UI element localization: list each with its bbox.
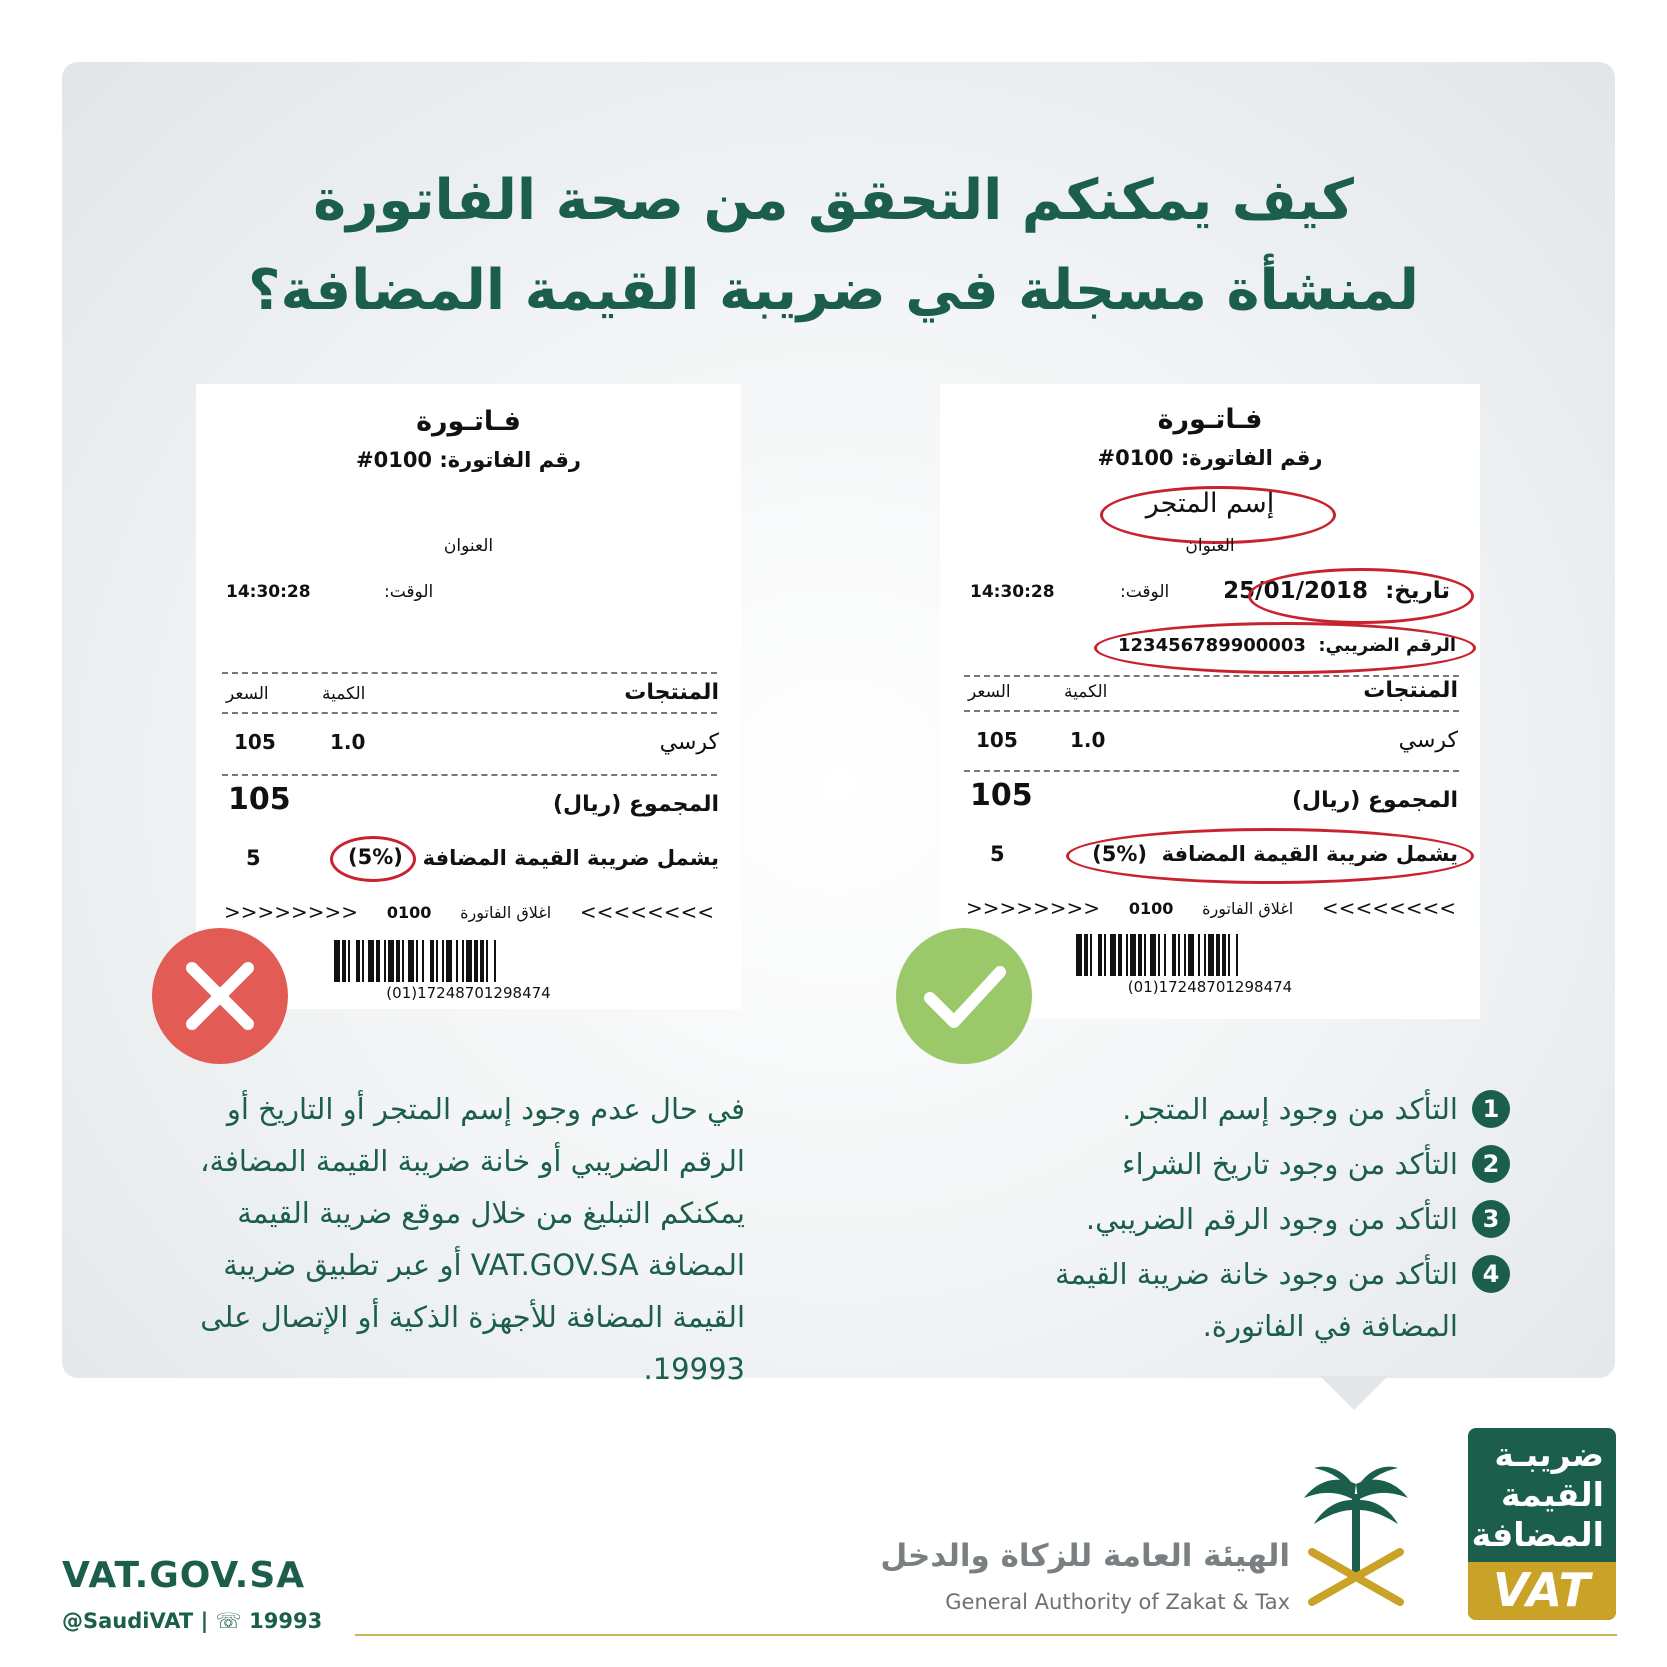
date-value: 25/01/2018 (1223, 578, 1368, 604)
step-2 (1122, 1138, 1510, 1190)
close-number: 0100 (1128, 898, 1174, 918)
barcode-bar (486, 940, 488, 982)
step-number: 3 (1472, 1200, 1510, 1238)
barcode-bar (1090, 934, 1092, 976)
col-qty: الكمية (322, 684, 366, 704)
step-number: 1 (1472, 1090, 1510, 1128)
barcode-bar (362, 940, 364, 982)
footer-divider (355, 1634, 1617, 1636)
invalid-instructions: في حال عدم وجود إسم المتجر أو التاريخ أو الرقم الضريبي أو خانة ضريبة القيمة المضافة، يمكنكم التبليغ من خلال موقع ضريبة القيمة المضافة VAT.GOV.SA أو عبر تطبيق ضريبة القيمة المضافة للأجهزة الذكية أو الإتصال على 19993. (200, 1092, 745, 1386)
col-price: السعر (226, 684, 269, 704)
barcode-bar (1236, 934, 1238, 976)
barcode-bar (456, 940, 458, 982)
total-value: 105 (228, 782, 291, 817)
headline-line-2: لمنشأة مسجلة في ضريبة القيمة المضافة؟ (248, 258, 1419, 323)
store-name: إسم المتجر (1145, 488, 1275, 519)
vat-rate: (5%) (348, 845, 403, 869)
item-name: كرسي (659, 730, 719, 755)
barcode-bar (446, 940, 452, 982)
close-text: اغلاق الفاتورة (460, 902, 552, 922)
barcode-bar (1184, 934, 1186, 976)
tax-highlight (1094, 622, 1476, 674)
barcode-bar (1222, 934, 1226, 976)
panel-pointer (1320, 1376, 1388, 1410)
total-label: المجموع (ريال) (1291, 788, 1458, 813)
barcode-bar (436, 940, 438, 982)
barcode-bar (1158, 934, 1160, 976)
separator: | (200, 1609, 209, 1633)
vat-logo-line-3: المضافة (1471, 1515, 1604, 1554)
barcode-bar (1110, 934, 1116, 976)
phone-icon: ☏ (215, 1609, 242, 1633)
barcode-bar (356, 940, 360, 982)
vat-value: 5 (990, 842, 1005, 866)
time-label: الوقت: (1120, 582, 1170, 602)
divider (964, 675, 1459, 677)
barcode-bar (474, 940, 478, 982)
invoice-number: رقم الفاتورة: 0100# (1097, 446, 1323, 470)
barcode-bar (1178, 934, 1180, 976)
barcode-bar (1198, 934, 1200, 976)
barcode-bar (1076, 934, 1082, 976)
total-label: المجموع (ريال) (552, 792, 719, 817)
tax-value: 123456789900003 (1118, 635, 1306, 656)
barcode-bar (1144, 934, 1146, 976)
date-label: تاريخ: (1385, 578, 1450, 604)
barcode-bar (1104, 934, 1106, 976)
time-label: الوقت: (384, 582, 434, 602)
barcode-bar (494, 940, 496, 982)
social-handle[interactable]: @SaudiVAT (62, 1609, 194, 1633)
step-1 (1122, 1083, 1510, 1135)
col-qty: الكمية (1064, 682, 1108, 702)
invoice-number: رقم الفاتورة: 0100# (355, 448, 581, 472)
barcode-bar (1138, 934, 1142, 976)
barcode-bar (1126, 934, 1128, 976)
divider (964, 710, 1459, 712)
vat-logo-line-2: القيمة (1500, 1475, 1604, 1514)
arrows-left: >>>>>>>> (966, 896, 1101, 920)
barcode-bar (466, 940, 472, 982)
barcode-bar (1188, 934, 1194, 976)
divider (964, 770, 1459, 772)
barcode-bar (368, 940, 374, 982)
receipt-invalid (196, 384, 741, 1009)
headline-line-1: كيف يمكنكم التحقق من صحة الفاتورة (313, 168, 1354, 233)
vat-label: يشمل ضريبة القيمة المضافة (1161, 842, 1458, 866)
barcode-bar (388, 940, 394, 982)
address-label: العنوان (1185, 536, 1235, 556)
barcode-bar (1150, 934, 1156, 976)
item-qty: 1.0 (330, 730, 366, 754)
barcode-number: (01)17248701298474 (1127, 978, 1293, 996)
address-label: العنوان (443, 536, 494, 556)
total-value: 105 (970, 778, 1033, 813)
vat-highlight (1066, 828, 1474, 884)
step-text: التأكد من وجود تاريخ الشراء (1122, 1147, 1458, 1181)
barcode (334, 940, 604, 982)
org-name-en: General Authority of Zakat & Tax (945, 1590, 1290, 1614)
vat-logo (1468, 1428, 1616, 1620)
barcode-bar (1172, 934, 1176, 976)
barcode-bar (376, 940, 380, 982)
barcode-bar (480, 940, 484, 982)
barcode-bar (408, 940, 414, 982)
divider (222, 712, 717, 714)
close-line (224, 900, 714, 924)
barcode-number: (01)17248701298474 (386, 984, 551, 1002)
barcode-bar (1084, 934, 1088, 976)
date-highlight (1248, 568, 1474, 624)
divider (222, 672, 717, 674)
step-3 (1086, 1193, 1510, 1245)
item-name: كرسي (1398, 728, 1458, 753)
contact-line (62, 1609, 322, 1633)
barcode-bar (342, 940, 346, 982)
step-text: التأكد من وجود إسم المتجر. (1122, 1092, 1458, 1126)
tax-label: الرقم الضريبي: (1318, 635, 1456, 656)
close-text: اغلاق الفاتورة (1202, 898, 1294, 918)
phone-number[interactable]: 19993 (249, 1609, 323, 1633)
vat-logo-word: VAT (1492, 1563, 1592, 1617)
col-price: السعر (968, 682, 1011, 702)
step-number: 4 (1472, 1255, 1510, 1293)
barcode-bar (422, 940, 424, 982)
item-price: 105 (976, 728, 1018, 752)
barcode-bar (1130, 934, 1136, 976)
x-mark-icon (152, 928, 288, 1064)
check-mark-icon (896, 928, 1032, 1064)
close-line (966, 896, 1456, 920)
item-price: 105 (234, 730, 276, 754)
barcode-bar (442, 940, 444, 982)
barcode-bar (462, 940, 464, 982)
receipt-valid (940, 384, 1480, 1019)
vat-label: يشمل ضريبة القيمة المضافة (422, 846, 719, 870)
step-number: 2 (1472, 1145, 1510, 1183)
barcode-bar (416, 940, 418, 982)
barcode-bar (1118, 934, 1122, 976)
arrows-right: <<<<<<<< (579, 900, 714, 924)
close-number: 0100 (386, 902, 432, 922)
barcode-bar (1216, 934, 1220, 976)
barcode-bar (334, 940, 340, 982)
barcode-bar (1228, 934, 1230, 976)
vat-rate: (5%) (1092, 842, 1147, 866)
step-text: التأكد من وجود الرقم الضريبي. (1085, 1202, 1458, 1236)
barcode-bar (430, 940, 434, 982)
receipt-title: فـاتـورة (1157, 404, 1263, 435)
website-link[interactable]: VAT.GOV.SA (62, 1555, 306, 1596)
barcode-bar (384, 940, 386, 982)
barcode-bar (1098, 934, 1102, 976)
barcode-bar (348, 940, 350, 982)
barcode-bar (402, 940, 404, 982)
barcode-bar (1204, 934, 1206, 976)
item-qty: 1.0 (1070, 728, 1106, 752)
barcode (1076, 934, 1342, 976)
barcode-bar (396, 940, 400, 982)
vat-value: 5 (246, 846, 261, 870)
palm-swords-icon (1296, 1464, 1416, 1614)
receipt-title: فـاتـورة (416, 406, 521, 437)
org-name-ar: الهيئة العامة للزكاة والدخل (880, 1538, 1290, 1574)
time-value: 14:30:28 (226, 582, 311, 602)
col-products: المنتجات (624, 680, 719, 705)
barcode-bar (1164, 934, 1166, 976)
divider (222, 774, 717, 776)
step-text: التأكد من وجود خانة ضريبة القيمة المضافة في الفاتورة. (1054, 1257, 1458, 1343)
time-value: 14:30:28 (970, 582, 1055, 602)
col-products: المنتجات (1363, 678, 1458, 703)
vat-rate-highlight (330, 836, 416, 882)
step-4 (1018, 1248, 1510, 1352)
vat-logo-line-1: ضريبـة (1494, 1435, 1604, 1474)
arrows-right: <<<<<<<< (1321, 896, 1456, 920)
arrows-left: >>>>>>>> (224, 900, 359, 924)
barcode-bar (1208, 934, 1214, 976)
